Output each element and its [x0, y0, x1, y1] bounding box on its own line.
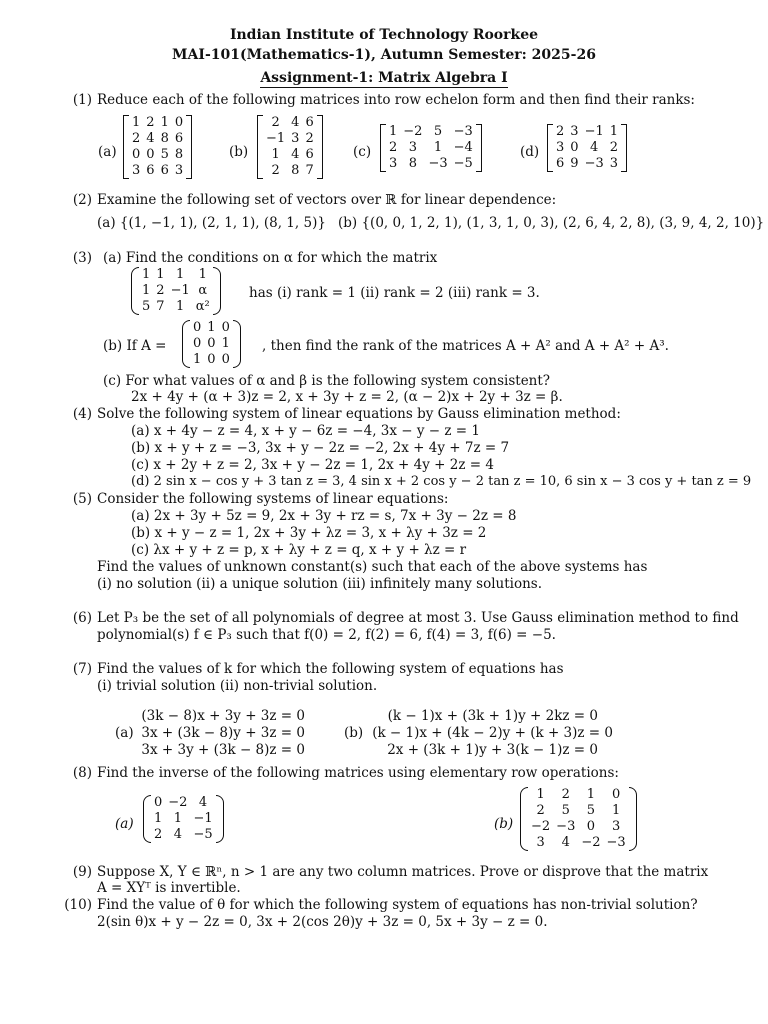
- q7-line2: (i) trivial solution (ii) non-trivial solution.: [97, 678, 378, 694]
- q9-line1: Suppose X, Y ∈ ℝⁿ, n > 1 are any two column matrices. Prove or disprove that the matrix: [97, 864, 709, 880]
- cell: 2: [609, 140, 619, 155]
- q3c-text: (c) For what values of α and β is the following system consistent?: [103, 373, 551, 389]
- q1-label-a: (a): [98, 144, 117, 160]
- cell: 0: [174, 115, 184, 130]
- cell: 7: [156, 299, 165, 314]
- cell: 1: [433, 140, 443, 155]
- q4-item-b: (b) x + y + z = −3, 3x + y − 2z = −2, 2x + 4y + 7z = 7: [131, 440, 510, 456]
- q4-number: (4): [72, 406, 92, 422]
- cell: 2: [561, 787, 570, 802]
- q7b-eq2: (k − 1)x + (4k − 2)y + (k + 3)z = 0: [372, 725, 613, 741]
- q3b-prefix: (b) If A =: [103, 338, 167, 354]
- cell: 0: [221, 320, 230, 335]
- q7-number: (7): [72, 661, 92, 677]
- cell: 8: [291, 163, 300, 178]
- cell: −3: [428, 156, 448, 171]
- cell: −1: [193, 811, 213, 826]
- cell: −3: [606, 835, 626, 850]
- cell: 2: [271, 163, 280, 178]
- q4-text: Solve the following system of linear equations by Gauss elimination method:: [97, 406, 621, 422]
- cell: 0: [221, 352, 230, 367]
- cell: −2: [581, 835, 601, 850]
- q6-line2: polynomial(s) f ∈ P₃ such that f(0) = 2, f(2) = 6, f(4) = 3, f(6) = −5.: [97, 627, 556, 643]
- cell: 6: [556, 156, 565, 171]
- cell: 1: [609, 124, 619, 139]
- matrix-3b-table: [190, 320, 233, 368]
- q4-item-a: (a) x + 4y − z = 4, x + y − 6z = −4, 3x − y − z = 1: [131, 423, 480, 439]
- q8-label-a: (a): [115, 816, 134, 832]
- cell: −2: [403, 124, 423, 139]
- institute-name: Indian Institute of Technology Roorkee: [229, 27, 539, 43]
- matrix-1b: [257, 115, 323, 179]
- cell: 3: [291, 131, 300, 146]
- cell: 5: [142, 299, 151, 314]
- cell: −5: [453, 156, 473, 171]
- cell: 2: [154, 827, 163, 842]
- cell: 2: [536, 803, 545, 818]
- q5-number: (5): [72, 491, 92, 507]
- cell: 0: [193, 336, 202, 351]
- cell: 1: [389, 124, 398, 139]
- q7a-eq3: 3x + 3y + (3k − 8)z = 0: [141, 742, 305, 758]
- q7-label-b: (b): [344, 725, 364, 741]
- q9-number: (9): [72, 864, 92, 880]
- cell: 3: [408, 140, 417, 155]
- cell: 1: [207, 320, 216, 335]
- q10-line2: 2(sin θ)x + y − 2z = 0, 3x + 2(cos 2θ)y + 3z = 0, 5x + 3y − z = 0.: [97, 914, 548, 930]
- cell: 6: [174, 131, 184, 146]
- cell: 2: [556, 124, 565, 139]
- cell: 1: [586, 787, 596, 802]
- cell: α: [198, 283, 208, 298]
- cell: 0: [154, 795, 163, 810]
- cell: 1: [160, 115, 169, 130]
- matrix-8a: [143, 795, 224, 843]
- cell: 1: [611, 803, 621, 818]
- cell: 3: [536, 835, 545, 850]
- cell: 0: [586, 819, 596, 834]
- cell: −1: [584, 124, 604, 139]
- cell: 3: [570, 124, 579, 139]
- cell: 3: [556, 140, 565, 155]
- cell: 4: [198, 795, 208, 810]
- q10-number: (10): [64, 897, 92, 913]
- cell: −1: [170, 283, 190, 298]
- cell: 0: [132, 147, 141, 162]
- matrix-1a-table: [129, 115, 186, 179]
- matrix-3a: [131, 267, 221, 315]
- cell: 3: [611, 819, 621, 834]
- cell: 8: [160, 131, 169, 146]
- q7-line1: Find the values of k for which the following system of equations has: [97, 661, 564, 677]
- q7-label-a: (a): [115, 725, 134, 741]
- cell: 9: [570, 156, 579, 171]
- q1-label-d: (d): [520, 144, 540, 160]
- q1-label-c: (c): [353, 144, 372, 160]
- cell: 8: [174, 147, 184, 162]
- matrix-3b: [182, 320, 241, 368]
- q3a-text: (a) Find the conditions on α for which the matrix: [103, 250, 438, 266]
- cell: 0: [570, 140, 579, 155]
- cell: 1: [176, 267, 185, 282]
- matrix-1c-table: [386, 124, 476, 172]
- q5-item-b: (b) x + y − z = 1, 2x + 3y + λz = 3, x + λy + 3z = 2: [131, 525, 487, 541]
- q7b-eq3: 2x + (3k + 1)y + 3(k − 1)z = 0: [387, 742, 598, 758]
- course-title: MAI-101(Mathematics-1), Autumn Semester: 2025-26: [172, 47, 596, 63]
- q10-line1: Find the value of θ for which the following system of equations has non-trivial solution?: [97, 897, 698, 913]
- q5-text: Consider the following systems of linear equations:: [97, 491, 449, 507]
- assignment-title-text: Assignment-1: Matrix Algebra I: [260, 70, 508, 86]
- cell: 0: [193, 320, 202, 335]
- q2-text: Examine the following set of vectors over ℝ for linear dependence:: [97, 192, 557, 208]
- cell: 4: [291, 147, 300, 162]
- q9-line2: A = XYᵀ is invertible.: [97, 880, 241, 896]
- q3a-rank-options: has (i) rank = 1 (ii) rank = 2 (iii) rank = 3.: [249, 285, 540, 301]
- matrix-1d-table: [553, 124, 621, 172]
- q5-line1: Find the values of unknown constant(s) such that each of the above systems has: [97, 559, 648, 575]
- cell: 5: [433, 124, 443, 139]
- q5-line2: (i) no solution (ii) a unique solution (iii) infinitely many solutions.: [97, 576, 542, 592]
- cell: 1: [142, 267, 151, 282]
- q4-item-c: (c) x + 2y + z = 2, 3x + y − 2z = 1, 2x + 4y + 2z = 4: [131, 457, 494, 473]
- matrix-1a: [123, 115, 192, 179]
- cell: 0: [207, 336, 216, 351]
- q1-text: Reduce each of the following matrices into row echelon form and then find their ranks:: [97, 92, 695, 108]
- cell: −2: [168, 795, 188, 810]
- cell: 4: [173, 827, 182, 842]
- cell: −3: [556, 819, 576, 834]
- matrix-8a-table: [151, 795, 216, 843]
- cell: 6: [305, 147, 314, 162]
- assignment-title: [0, 70, 768, 86]
- cell: 0: [207, 352, 216, 367]
- cell: 1: [176, 299, 185, 314]
- matrix-1d: [547, 124, 627, 172]
- cell: −3: [584, 156, 604, 171]
- cell: 4: [590, 140, 599, 155]
- cell: 5: [561, 803, 570, 818]
- cell: 5: [586, 803, 596, 818]
- matrix-1c: [380, 124, 482, 172]
- cell: 4: [561, 835, 570, 850]
- cell: 3: [174, 163, 184, 178]
- cell: 1: [154, 811, 163, 826]
- matrix-1b-table: [263, 115, 317, 179]
- cell: 2: [389, 140, 398, 155]
- cell: 8: [408, 156, 417, 171]
- cell: 2: [156, 283, 165, 298]
- cell: 3: [132, 163, 141, 178]
- cell: 1: [271, 147, 280, 162]
- matrix-8b: [520, 787, 637, 851]
- q7b-eq1: (k − 1)x + (3k + 1)y + 2kz = 0: [387, 708, 598, 724]
- cell: −1: [266, 131, 286, 146]
- q8-number: (8): [72, 765, 92, 781]
- q2-part-a: (a) {(1, −1, 1), (2, 1, 1), (8, 1, 5)}: [97, 215, 326, 231]
- q7a-eq2: 3x + (3k − 8)y + 3z = 0: [141, 725, 305, 741]
- q5-item-c: (c) λx + y + z = p, x + λy + z = q, x + y + λz = r: [131, 542, 467, 558]
- q1-number: (1): [72, 92, 92, 108]
- q2-number: (2): [72, 192, 92, 208]
- q4-item-d: (d) 2 sin x − cos y + 3 tan z = 3, 4 sin x + 2 cos y − 2 tan z = 10, 6 sin x − 3 cos y + tan z = 9: [131, 474, 752, 489]
- cell: 0: [611, 787, 621, 802]
- q8-text: Find the inverse of the following matrices using elementary row operations:: [97, 765, 619, 781]
- cell: 6: [160, 163, 169, 178]
- q3-number: (3): [72, 250, 92, 266]
- cell: 1: [156, 267, 165, 282]
- cell: 1: [173, 811, 182, 826]
- q1-label-b: (b): [229, 144, 249, 160]
- cell: α²: [195, 299, 210, 314]
- cell: 2: [305, 131, 314, 146]
- cell: 1: [193, 352, 202, 367]
- q3c-equations: 2x + 4y + (α + 3)z = 2, x + 3y + z = 2, (α − 2)x + 2y + 3z = β.: [131, 389, 563, 405]
- cell: 1: [198, 267, 207, 282]
- cell: 1: [142, 283, 151, 298]
- matrix-3a-table: [139, 267, 213, 315]
- cell: 4: [291, 115, 300, 130]
- cell: 6: [305, 115, 314, 130]
- cell: 6: [146, 163, 155, 178]
- cell: 3: [389, 156, 398, 171]
- cell: 1: [536, 787, 545, 802]
- cell: 2: [132, 131, 141, 146]
- q8-label-b: (b): [494, 816, 514, 832]
- cell: 3: [609, 156, 619, 171]
- cell: −2: [531, 819, 551, 834]
- matrix-8b-table: [528, 787, 629, 851]
- q5-item-a: (a) 2x + 3y + 5z = 9, 2x + 3y + rz = s, 7x + 3y − 2z = 8: [131, 508, 517, 524]
- cell: 1: [132, 115, 141, 130]
- cell: 0: [146, 147, 155, 162]
- q6-number: (6): [72, 610, 92, 626]
- cell: −3: [453, 124, 473, 139]
- cell: 2: [271, 115, 280, 130]
- q2-part-b: (b) {(0, 0, 1, 2, 1), (1, 3, 1, 0, 3), (2, 6, 4, 2, 8), (3, 9, 4, 2, 10)}: [338, 215, 765, 231]
- cell: −5: [193, 827, 213, 842]
- q6-line1: Let P₃ be the set of all polynomials of degree at most 3. Use Gauss elimination method to find: [97, 610, 739, 626]
- cell: 1: [221, 336, 230, 351]
- cell: 7: [305, 163, 314, 178]
- cell: 4: [146, 131, 155, 146]
- q7a-eq1: (3k − 8)x + 3y + 3z = 0: [141, 708, 305, 724]
- q3b-suffix: , then find the rank of the matrices A + A² and A + A² + A³.: [262, 338, 669, 354]
- cell: −4: [453, 140, 473, 155]
- cell: 5: [160, 147, 169, 162]
- cell: 2: [146, 115, 155, 130]
